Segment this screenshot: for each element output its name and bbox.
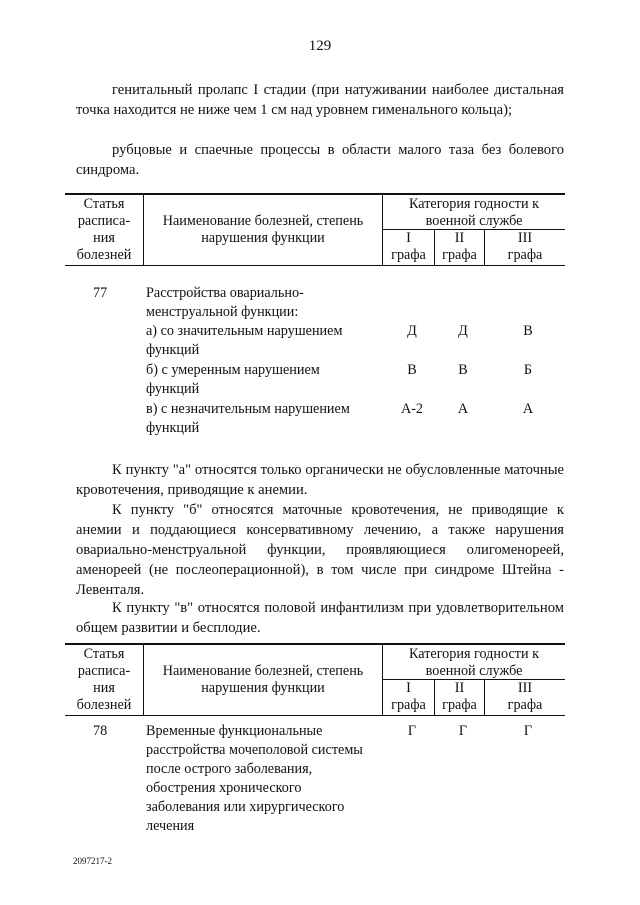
header-disease-line: Наименование болезней, степень — [162, 213, 364, 229]
category-value: Б — [523, 362, 533, 378]
header-disease-line: нарушения функции — [201, 680, 325, 696]
header-category-line: Категория годности к — [409, 196, 539, 212]
header-article-line: болезней — [76, 697, 132, 713]
table-header-2 — [65, 643, 565, 716]
header-article-line: расписа- — [77, 213, 131, 229]
header-graph-1: I графа — [391, 680, 426, 713]
header-article-line: расписа- — [77, 663, 131, 679]
header-graph-3: III графа — [507, 680, 543, 713]
category-value: А-2 — [400, 401, 424, 417]
header-disease-line: Наименование болезней, степень — [162, 663, 364, 679]
article-77-item-c: в) с незначительным нарушением функций — [146, 401, 350, 436]
article-78-name: Временные функциональные расстройства мочеполовой системы после острого заболевания, обострения хронического заболевания или хирургического лечения — [146, 723, 363, 834]
header-graph-2: II графа — [442, 680, 477, 713]
category-value: А — [522, 401, 534, 417]
category-value: В — [523, 323, 533, 339]
paragraph-adhesions: рубцовые и спаечные процессы в области малого таза без болевого синдрома. — [76, 142, 564, 178]
header-article-line: ния — [93, 230, 115, 246]
article-77-item-a: а) со значительным нарушением функций — [146, 323, 343, 358]
category-value: Д — [407, 323, 417, 339]
header-article-line: Статья — [83, 196, 125, 212]
category-value: Г — [458, 723, 468, 739]
article-77-item-b: б) с умеренным нарушением функций — [146, 362, 320, 397]
header-graph-3: III графа — [507, 230, 543, 263]
category-value: Д — [458, 323, 468, 339]
header-article-line: ния — [93, 680, 115, 696]
table-header-1 — [65, 193, 565, 266]
category-value: А — [457, 401, 469, 417]
header-article-line: Статья — [83, 646, 125, 662]
header-disease-line: нарушения функции — [201, 230, 325, 246]
header-category-line: военной службе — [425, 663, 523, 679]
category-value: Г — [523, 723, 533, 739]
paragraph-point-b: К пункту "б" относятся маточные кровотечения, не приводящие к анемии и поддающиеся консервативному лечению, а также нарушения овариально-менструальной функции, проявляющиеся олигоменореей, аменореей (не послеоперационной), в том числе при синдроме Штейна - Левенталя. — [76, 502, 564, 598]
paragraph-prolapse: генитальный пролапс I стадии (при натуживании наиболее дистальная точка находится не ниже чем 1 см над уровнем гименального кольца); — [76, 82, 564, 118]
article-77-number: 77 — [93, 285, 108, 301]
header-graph-2: II графа — [442, 230, 477, 263]
paragraph-point-a: К пункту "а" относятся только органически не обусловленные маточные кровотечения, приводящие к анемии. — [76, 462, 564, 498]
paragraph-point-c: К пункту "в" относятся половой инфантилизм при удовлетворительном общем развитии и бесплодие. — [76, 600, 564, 636]
header-graph-1: I графа — [391, 230, 426, 263]
article-78-number: 78 — [93, 723, 108, 739]
footer-code: 2097217-2 — [73, 856, 112, 866]
category-value: В — [407, 362, 417, 378]
category-value: Г — [407, 723, 417, 739]
header-category-line: военной службе — [425, 213, 523, 229]
header-category-line: Категория годности к — [409, 646, 539, 662]
category-value: В — [458, 362, 468, 378]
page-number: 129 — [308, 38, 332, 54]
article-77-title: Расстройства овариально- менструальной функции: — [146, 285, 304, 320]
header-article-line: болезней — [76, 247, 132, 263]
